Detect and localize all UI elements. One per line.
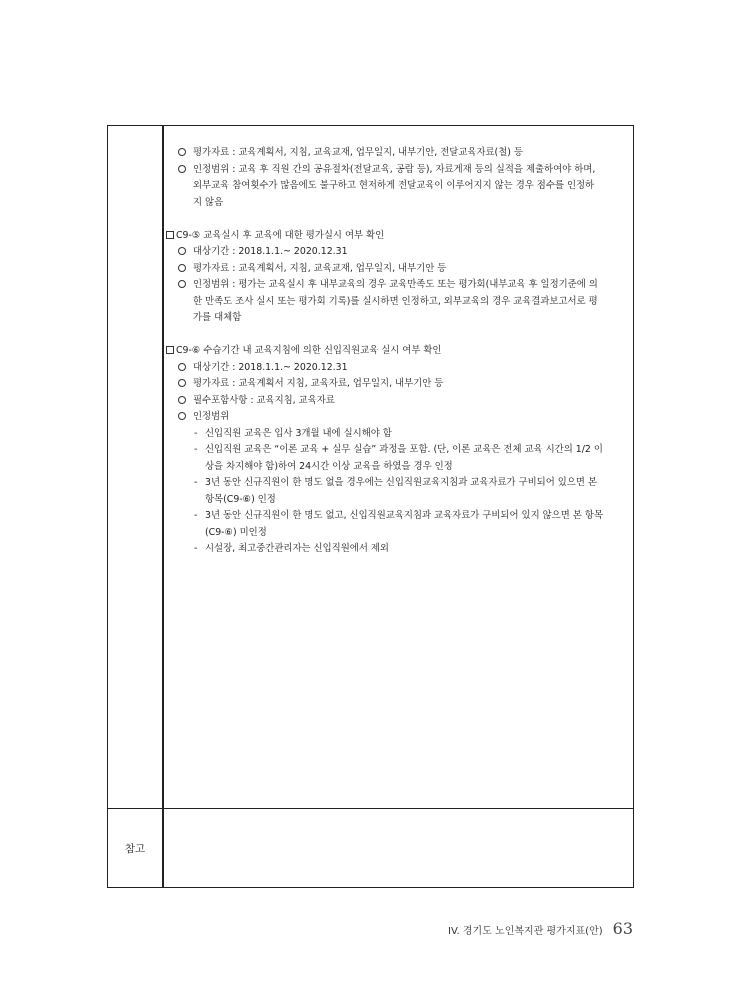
bullet-marker: [178, 360, 186, 377]
bullet-marker: [178, 376, 186, 393]
bullet-marker: [178, 162, 186, 179]
section-c9-6-subitems: [164, 426, 633, 558]
item-text-line: 시설장, 최고중간관리자는 신입직원에서 제외: [205, 543, 389, 554]
list-item: [164, 360, 633, 377]
bullet-marker: [178, 244, 186, 261]
item-text-line: 외부교육 참여횟수가 많음에도 불구하고 현저하게 전달교육이 이루어지지 않는 경우 점수를 인정하: [193, 180, 595, 191]
section-c9-6-title: C9-⑥ 수습기간 내 교육지침에 의한 신입직원교육 실시 여부 확인: [164, 343, 633, 360]
checkbox-square-icon: [166, 231, 174, 239]
circle-bullet-icon: [178, 280, 186, 288]
list-item: [164, 409, 633, 426]
row-divider: [108, 808, 633, 809]
item-text-line: 항목(C9-⑥) 인정: [205, 493, 276, 505]
item-text-line: 평가자료 : 교육계획서 지침, 교육자료, 업무일지, 내부기안 등: [193, 378, 444, 389]
dash-marker: -: [194, 427, 198, 439]
page-footer: [448, 919, 633, 938]
item-text-line: 인정범위 : 평가는 교육실시 후 내부교육의 경우 교육만족도 또는 평가회(내부교육 후 일정기준에 의: [193, 279, 598, 290]
section-c9-5-items: [164, 244, 633, 327]
bullet-marker: [178, 409, 186, 426]
circle-bullet-icon: [178, 247, 186, 255]
circle-bullet-icon: [178, 412, 186, 420]
bullet-marker: [178, 261, 186, 278]
circle-bullet-icon: [178, 363, 186, 371]
circle-bullet-icon: [178, 396, 186, 404]
item-text-line: 가를 대체함: [193, 312, 242, 323]
item-text-line: 평가자료 : 교육계획서, 지침, 교육교재, 업무일지, 내부기안, 전달교육자료(철) 등: [193, 147, 523, 158]
footer-title: IV. 경기도 노인복지관 평가지표(안): [448, 926, 603, 937]
item-text-line: 상을 차지해야 함)하여 24시간 이상 교육을 하였을 경우 인정: [205, 460, 453, 472]
list-item: [164, 244, 633, 261]
item-text-line: 인정범위 : 교육 후 직원 간의 공유절차(전달교육, 공람 등), 자료게재 등의 실적을 제출하여야 하며,: [193, 163, 596, 175]
item-text-line: (C9-⑥) 미인정: [205, 526, 267, 538]
list-item: [164, 376, 633, 393]
item-text-line: 3년 동안 신규직원이 한 명도 없을 경우에는 신입직원교육지침과 교육자료가 구비되어 있으면 본: [205, 477, 597, 488]
dash-marker: -: [194, 444, 198, 455]
circle-bullet-icon: [178, 165, 186, 173]
circle-bullet-icon: [178, 379, 186, 387]
sub-list-item: [164, 442, 633, 475]
bullet-marker: [178, 145, 186, 162]
item-text-line: 지 않음: [193, 196, 224, 208]
item-text-line: 신입직원 교육은 “이론 교육 + 실무 실습” 과정을 포함. (단, 이론 교육은 전체 교육 시간의 1/2 이: [205, 444, 603, 455]
bullet-marker: [178, 277, 186, 294]
circle-bullet-icon: [178, 148, 186, 156]
content-table: [107, 125, 634, 888]
item-text-line: 신입직원 교육은 입사 3개월 내에 실시해야 함: [205, 427, 392, 439]
item-text-line: 필수포함사항 : 교육지침, 교육자료: [193, 394, 335, 406]
list-item: [164, 277, 633, 327]
page-number: 63: [612, 919, 633, 938]
item-text-line: 3년 동안 신규직원이 한 명도 없고, 신입직원교육지침과 교육자료가 구비되어 있지 않으면 본 항목: [205, 510, 603, 521]
sub-list-item: [164, 475, 633, 508]
circle-bullet-icon: [178, 264, 186, 272]
list-item: [164, 261, 633, 278]
list-item: [164, 162, 633, 212]
dash-marker: -: [194, 510, 198, 521]
item-text-line: 대상기간 : 2018.1.1.~ 2020.12.31: [193, 246, 348, 257]
dash-marker: -: [194, 543, 198, 554]
list-item: [164, 145, 633, 162]
sub-list-item: [164, 508, 633, 541]
section-c9-5-title: C9-⑤ 교육실시 후 교육에 대한 평가실시 여부 확인: [164, 228, 633, 245]
section-c9-6-items: [164, 360, 633, 426]
dash-marker: -: [194, 477, 198, 488]
item-text-line: 인정범위: [193, 411, 230, 422]
item-text-line: 대상기간 : 2018.1.1.~ 2020.12.31: [193, 361, 348, 373]
evaluation-content: [164, 126, 633, 558]
item-text-line: 한 만족도 조사 실시 또는 평가회 기록)를 실시하면 인정하고, 외부교육의 경우 교육결과보고서로 평: [193, 295, 598, 307]
item-text-line: 평가자료 : 교육계획서, 지침, 교육교재, 업무일지, 내부기안 등: [193, 262, 447, 274]
reference-label: 참고: [124, 843, 146, 855]
checkbox-square-icon: [166, 346, 174, 354]
intro-block: [164, 145, 633, 211]
sub-list-item: [164, 541, 633, 558]
bullet-marker: [178, 393, 186, 410]
list-item: [164, 393, 633, 410]
sub-list-item: [164, 426, 633, 443]
